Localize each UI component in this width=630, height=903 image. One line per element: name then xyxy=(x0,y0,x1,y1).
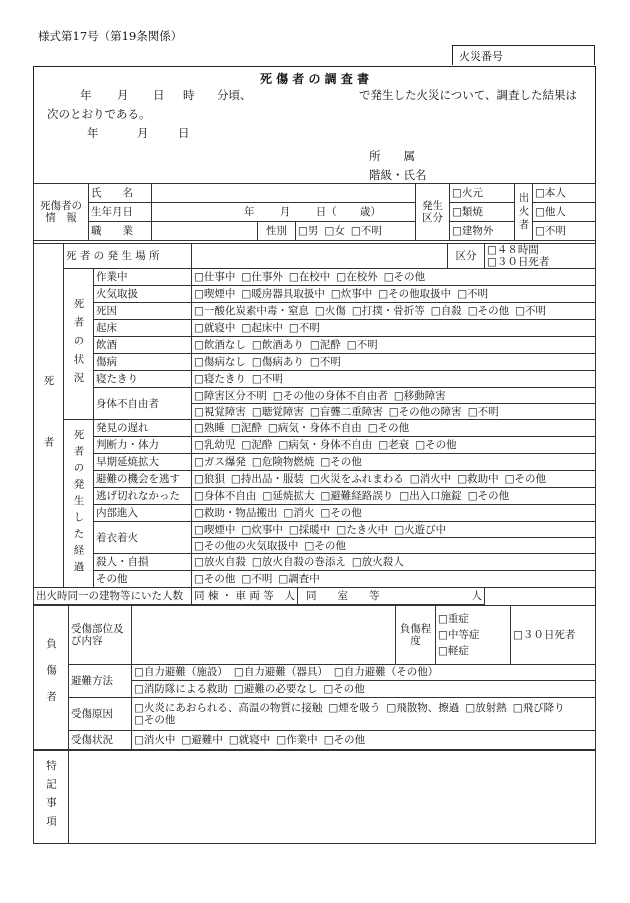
evac-options[interactable]: □ 自力避難（施設）□ 自力避難（器具）□ 自力避難（その他） xyxy=(132,664,596,680)
death-section: 死 者 xyxy=(34,244,64,588)
row-label: 早期延焼拡大 xyxy=(94,454,192,471)
form-number: 様式第17号（第19条関係） xyxy=(38,29,183,43)
cause-options[interactable]: □ 火炎にあおられる、高温の物質に接触□ 煙を吸う□ 飛散物、擦過□ 放射熱□ 飛び降り □ その他 xyxy=(132,697,596,731)
row-options[interactable]: □ 障害区分不明□ その他の身体不自由者□ 移動障害 xyxy=(192,388,596,404)
cause-opt-other[interactable]: □ 他人 xyxy=(533,203,596,222)
dob-field[interactable]: 年 月 日（ 歳） xyxy=(152,203,416,222)
row-options[interactable]: □ 救助・物品搬出□ 消火□ その他 xyxy=(192,505,596,522)
injury-part-field[interactable] xyxy=(132,606,396,665)
row-options[interactable]: □ 狼狽□ 持出品・服装□ 火災をふれまわる□ 消火中□ 救助中□ その他 xyxy=(192,471,596,488)
row-options[interactable]: □ ガス爆発□ 危険物燃焼□ その他 xyxy=(192,454,596,471)
intro-year: 年 xyxy=(80,88,92,102)
intro-month: 月 xyxy=(117,88,129,102)
fire-number-label: 火災番号 xyxy=(459,50,503,63)
dob-label: 生年月日 xyxy=(89,203,152,222)
death-place-label: 死 者 の 発 生 場 所 xyxy=(64,244,192,269)
process-group: 死者の発生した経過 xyxy=(64,420,94,588)
death-table xyxy=(33,243,596,605)
row-options[interactable]: □ 寝たきり□ 不明 xyxy=(192,371,596,388)
status-label: 受傷状況 xyxy=(69,731,132,750)
rank-name-label: 階級・氏名 xyxy=(369,168,427,182)
row-options[interactable]: □ 放火自殺□ 放火自殺の巻添え□ 放火殺人 xyxy=(192,554,596,571)
same-building-count-label: 出火時同一の建物等にいた人数 xyxy=(34,588,192,605)
row-options[interactable]: □ 熟睡□ 泥酔□ 病気・身体不自由□ その他 xyxy=(192,420,596,437)
div-options[interactable]: □ ４８時間□ ３０日死者 xyxy=(485,244,596,269)
injury-table xyxy=(33,605,596,750)
row-options[interactable]: □ 喫煙中□ 炊事中□ 採暖中□ たき火中□ 火遊び中 xyxy=(192,522,596,538)
cause-label: 受傷原因 xyxy=(69,697,132,731)
intro-minute: 分頃、 xyxy=(217,88,252,102)
same-building-count[interactable]: 同 棟 ・ 車 両 等 人 xyxy=(192,588,298,605)
person-info-table xyxy=(33,183,596,241)
form-title: 死 傷 者 の 調 査 書 xyxy=(259,72,370,86)
row-options[interactable]: □ 仕事中□ 仕事外□ 在校中□ 在校外□ その他 xyxy=(192,269,596,286)
row-options-2[interactable]: □ その他の火気取扱中□ その他 xyxy=(192,538,596,554)
sex-options[interactable]: □ 男□ 女□ 不明 xyxy=(296,222,416,241)
row-label: 寝たきり xyxy=(94,371,192,388)
row-options[interactable]: □ 就寝中□ 起床中□ 不明 xyxy=(192,320,596,337)
row-label: 火気取扱 xyxy=(94,286,192,303)
row-label: 傷病 xyxy=(94,354,192,371)
intro-text: で発生した火災について、調査した結果は xyxy=(359,88,578,102)
job-label: 職 業 xyxy=(89,222,152,241)
row-label: 逃げ切れなかった xyxy=(94,488,192,505)
row-options[interactable]: □ 一酸化炭素中毒・窒息□ 火傷□ 打撲・骨折等□ 自殺□ その他□ 不明 xyxy=(192,303,596,320)
row-options[interactable]: □ 乳幼児□ 泥酔□ 病気・身体不自由□ 老衰□ その他 xyxy=(192,437,596,454)
same-room-count[interactable]: 同 室 等 人 xyxy=(298,588,485,605)
report-year: 年 xyxy=(87,126,99,140)
intro-hour: 時 xyxy=(183,88,195,102)
row-label: 着衣着火 xyxy=(94,522,192,554)
job-field[interactable] xyxy=(152,222,258,241)
origin-opt-outside[interactable]: □ 建物外 xyxy=(450,222,515,241)
cause-label: 出火者 xyxy=(515,184,533,241)
notes-table xyxy=(33,750,596,844)
report-month: 月 xyxy=(137,126,149,140)
row-label: 起床 xyxy=(94,320,192,337)
row-options[interactable]: □ 身体不自由□ 延焼拡大□ 避難経路誤り□ 出入口施錠□ その他 xyxy=(192,488,596,505)
fire-number-field[interactable] xyxy=(452,45,595,65)
evac-label: 避難方法 xyxy=(69,664,132,697)
cause-opt-self[interactable]: □ 本人 xyxy=(533,184,596,203)
notes-field[interactable] xyxy=(69,751,596,844)
row-label: 身体不自由者 xyxy=(94,388,192,420)
affiliation-label: 所 属 xyxy=(369,149,415,163)
cause-opt-unknown[interactable]: □ 不明 xyxy=(533,222,596,241)
injury-part-label: 受傷部位及び内容 xyxy=(69,606,132,665)
row-options[interactable]: □ 傷病なし□ 傷病あり□ 不明 xyxy=(192,354,596,371)
injury-section: 負傷者 xyxy=(34,606,69,750)
report-day: 日 xyxy=(178,126,190,140)
evac-options-2[interactable]: □ 消防隊による救助□ 避難の必要なし□ その他 xyxy=(132,681,596,697)
row-label: 作業中 xyxy=(94,269,192,286)
row-label: 死因 xyxy=(94,303,192,320)
row-label: 殺人・自損 xyxy=(94,554,192,571)
name-field[interactable] xyxy=(152,184,416,203)
status-options[interactable]: □ 消火中□ 避難中□ 就寝中□ 作業中□ その他 xyxy=(132,731,596,750)
row-label: 発見の遅れ xyxy=(94,420,192,437)
row-options[interactable]: □ その他□ 不明□ 調査中 xyxy=(192,571,596,588)
div-label: 区分 xyxy=(448,244,485,269)
row-options[interactable]: □ 飲酒なし□ 飲酒あり□ 泥酔□ 不明 xyxy=(192,337,596,354)
death-place-field[interactable] xyxy=(192,244,448,269)
row-label: 飲酒 xyxy=(94,337,192,354)
degree-options[interactable]: □ 重症 □ 中等症 □ 軽症 xyxy=(436,606,511,665)
row-label: 判断力・体力 xyxy=(94,437,192,454)
row-options-2[interactable]: □ 視覚障害□ 聴覚障害□ 盲聾二重障害□ その他の障害□ 不明 xyxy=(192,404,596,420)
thirty-day-option[interactable]: □ ３０日死者 xyxy=(511,606,596,665)
origin-opt-fire-origin[interactable]: □ 火元 xyxy=(450,184,515,203)
row-label: 避難の機会を逃す xyxy=(94,471,192,488)
row-label: 内部進入 xyxy=(94,505,192,522)
intro-text-2: 次のとおりである。 xyxy=(47,107,151,121)
degree-label: 負傷程度 xyxy=(396,606,436,665)
sex-label: 性別 xyxy=(258,222,296,241)
intro-day: 日 xyxy=(153,88,165,102)
status-group: 死者の状況 xyxy=(64,269,94,420)
row-label: その他 xyxy=(94,571,192,588)
origin-opt-spread[interactable]: □ 類焼 xyxy=(450,203,515,222)
row-options[interactable]: □ 喫煙中□ 暖房器具取扱中□ 炊事中□ その他取扱中□ 不明 xyxy=(192,286,596,303)
person-info-section: 死傷者の情 報 xyxy=(34,184,89,241)
intro-block xyxy=(33,87,596,187)
origin-label: 発生区分 xyxy=(416,184,450,241)
name-label: 氏 名 xyxy=(89,184,152,203)
notes-section: 特記事項 xyxy=(34,751,69,844)
